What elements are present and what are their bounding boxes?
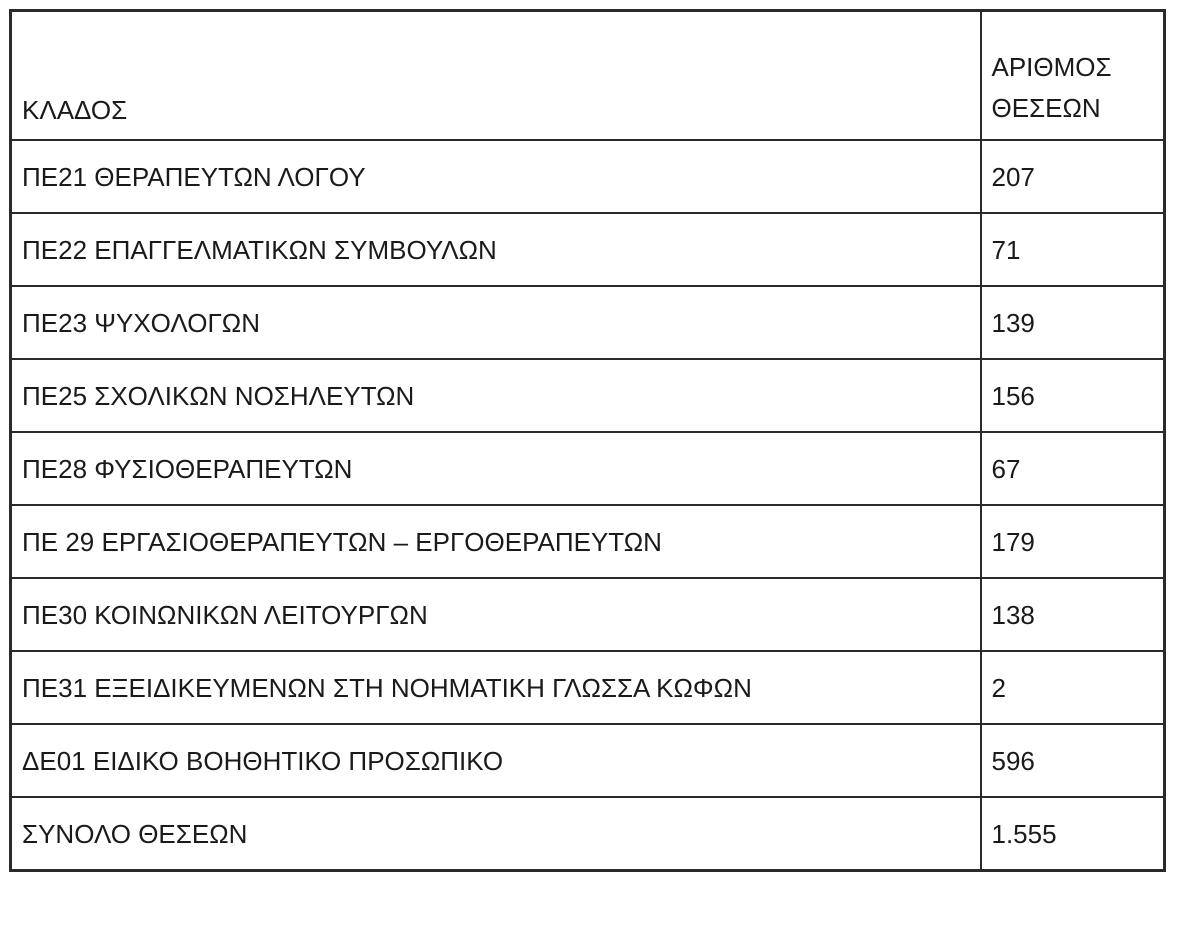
row-category: ΠΕ30 ΚΟΙΝΩΝΙΚΩΝ ΛΕΙΤΟΥΡΓΩΝ [11, 578, 981, 651]
table-header-row [11, 11, 1165, 141]
row-count: 67 [981, 432, 1165, 505]
table-row [11, 432, 1165, 505]
total-row [11, 797, 1165, 871]
row-category: ΠΕ28 ΦΥΣΙΟΘΕΡΑΠΕΥΤΩΝ [11, 432, 981, 505]
table-row [11, 724, 1165, 797]
row-category: ΠΕ22 ΕΠΑΓΓΕΛΜΑΤΙΚΩΝ ΣΥΜΒΟΥΛΩΝ [11, 213, 981, 286]
table-row [11, 359, 1165, 432]
row-count: 139 [981, 286, 1165, 359]
total-count: 1.555 [981, 797, 1165, 871]
row-category: ΔΕ01 ΕΙΔΙΚΟ ΒΟΗΘΗΤΙΚΟ ΠΡΟΣΩΠΙΚΟ [11, 724, 981, 797]
table-row [11, 213, 1165, 286]
row-category: ΠΕ25 ΣΧΟΛΙΚΩΝ ΝΟΣΗΛΕΥΤΩΝ [11, 359, 981, 432]
table-row [11, 140, 1165, 213]
row-category: ΠΕ21 ΘΕΡΑΠΕΥΤΩΝ ΛΟΓΟΥ [11, 140, 981, 213]
header-count-line2: ΘΕΣΕΩΝ [991, 93, 1101, 123]
total-label: ΣΥΝΟΛΟ ΘΕΣΕΩΝ [11, 797, 981, 871]
table-row [11, 651, 1165, 724]
row-category: ΠΕ 29 ΕΡΓΑΣΙΟΘΕΡΑΠΕΥΤΩΝ – ΕΡΓΟΘΕΡΑΠΕΥΤΩΝ [11, 505, 981, 578]
table-row [11, 286, 1165, 359]
row-category: ΠΕ23 ΨΥΧΟΛΟΓΩΝ [11, 286, 981, 359]
table-row [11, 505, 1165, 578]
row-count: 2 [981, 651, 1165, 724]
row-count: 71 [981, 213, 1165, 286]
header-positions-count [981, 11, 1165, 141]
row-count: 156 [981, 359, 1165, 432]
row-count: 138 [981, 578, 1165, 651]
header-category: ΚΛΑΔΟΣ [11, 11, 981, 141]
header-count-line1: ΑΡΙΘΜΟΣ [991, 52, 1112, 82]
table-row [11, 578, 1165, 651]
row-count: 596 [981, 724, 1165, 797]
row-count: 207 [981, 140, 1165, 213]
row-category: ΠΕ31 ΕΞΕΙΔΙΚΕΥΜΕΝΩΝ ΣΤΗ ΝΟΗΜΑΤΙΚΗ ΓΛΩΣΣΑ ΚΩΦΩΝ [11, 651, 981, 724]
positions-table [9, 9, 1166, 872]
row-count: 179 [981, 505, 1165, 578]
